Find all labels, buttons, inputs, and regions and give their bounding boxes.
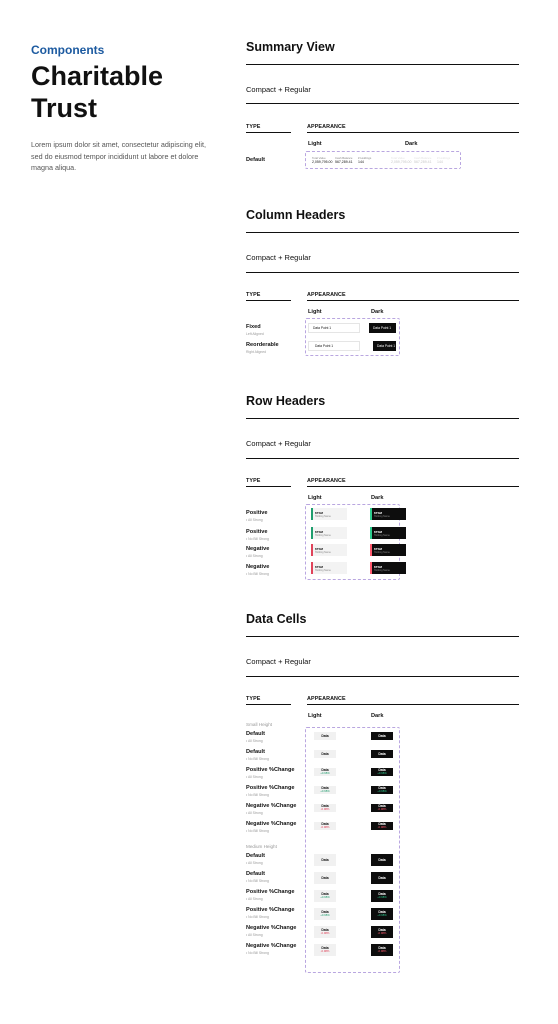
summary-light [307, 153, 383, 168]
dark-label: Dark [371, 495, 384, 501]
row-header-type: Positive [246, 529, 268, 535]
data-cell-type-hint: • All Strong [246, 811, 263, 815]
data-cell-value: Data [378, 786, 386, 791]
data-cell-type: Default [246, 853, 265, 859]
data-cell-value: Data [321, 946, 329, 951]
data-cell-dark[interactable] [371, 732, 393, 740]
data-cell-change: +0.98% [377, 913, 387, 918]
row-header-negative-light[interactable] [311, 562, 347, 574]
data-cell-dark[interactable] [371, 750, 393, 758]
data-cell-value: Data [321, 910, 329, 915]
data-cell-value: Data [321, 804, 329, 809]
data-cell-light[interactable] [314, 822, 336, 830]
data-cell-dark[interactable] [371, 926, 393, 938]
row-header-negative-light[interactable] [311, 544, 347, 556]
data-cell-light[interactable] [314, 854, 336, 866]
type-column-label: TYPE [246, 696, 261, 702]
row-header-subtitle: Holding Name [374, 514, 390, 518]
divider [246, 272, 519, 273]
summary-metric: # Holdings 144 [437, 156, 451, 164]
type-column-label: TYPE [246, 292, 261, 298]
data-cell-type: Positive %Change [246, 785, 295, 791]
divider [246, 486, 291, 487]
row-header-positive-light[interactable] [311, 527, 347, 539]
row-header-subtitle: Holding Name [374, 550, 390, 554]
data-cell-value: Data [378, 768, 386, 773]
column-header-type: Reorderable [246, 342, 279, 348]
light-label: Light [308, 309, 322, 315]
data-cell-dark[interactable] [371, 890, 393, 902]
data-cell-value: Data [378, 892, 386, 897]
data-cell-change: -0.98% [320, 931, 330, 936]
row-header-positive-light[interactable] [311, 508, 347, 520]
summary-type-default: Default [246, 157, 265, 163]
row-header-symbol: $TSM [315, 510, 324, 515]
data-cell-dark[interactable] [371, 908, 393, 920]
status-bar [370, 508, 372, 520]
appearance-column-label: APPEARANCE [307, 124, 346, 130]
row-header-subtitle: Holding Name [315, 533, 331, 537]
status-bar [311, 544, 313, 556]
row-headers-heading: Row Headers [246, 394, 326, 408]
row-header-type: Negative [246, 546, 270, 552]
column-header-type: Fixed [246, 324, 261, 330]
divider [246, 300, 291, 301]
summary-metric: Cash Balance 567,289.41 [335, 156, 353, 164]
column-header-type-hint: Left Aligned [246, 332, 264, 336]
data-cell-change: -0.98% [377, 807, 387, 812]
status-bar [370, 527, 372, 539]
row-header-subtitle: Holding Name [315, 514, 331, 518]
data-cell-type-hint: • No Bill Strong [246, 951, 269, 955]
cell-group-label: Medium Height [246, 844, 277, 849]
divider [246, 64, 519, 65]
data-cell-light[interactable] [314, 944, 336, 956]
row-header-type-hint: • All Strong [246, 518, 263, 522]
divider [307, 300, 519, 301]
row-header-subtitle: Holding Name [315, 568, 331, 572]
summary-metric: # Holdings 144 [358, 156, 372, 164]
divider [246, 458, 519, 459]
data-cell-value: Data [321, 858, 329, 862]
status-bar [311, 562, 313, 574]
divider [307, 486, 519, 487]
summary-view-heading: Summary View [246, 40, 335, 54]
data-cells-subheading: Compact + Regular [246, 657, 311, 666]
divider [246, 636, 519, 637]
status-bar [370, 544, 372, 556]
data-cell-dark[interactable] [371, 804, 393, 812]
dark-label: Dark [371, 713, 384, 719]
data-cell-value: Data [378, 858, 386, 862]
type-column-label: TYPE [246, 124, 261, 130]
data-cell-type-hint: • All Strong [246, 739, 263, 743]
data-cell-change: +0.98% [320, 789, 330, 794]
row-header-type: Negative [246, 564, 270, 570]
data-cell-value: Data [378, 734, 386, 738]
data-cell-light[interactable] [314, 872, 336, 884]
data-cell-value: Data [321, 876, 329, 880]
dark-label: Dark [371, 309, 384, 315]
data-cell-dark[interactable] [371, 786, 393, 794]
data-cell-type: Positive %Change [246, 767, 295, 773]
data-cell-value: Data [378, 876, 386, 880]
column-headers-heading: Column Headers [246, 208, 346, 222]
data-cell-change: +0.98% [377, 789, 387, 794]
row-header-subtitle: Holding Name [374, 533, 390, 537]
summary-metric: Total Value 2,059,795.00 [391, 156, 412, 164]
data-cell-type-hint: • No Bill Strong [246, 757, 269, 761]
data-cell-type-hint: • No Bill Strong [246, 829, 269, 833]
type-column-label: TYPE [246, 478, 261, 484]
data-cell-type: Positive %Change [246, 907, 295, 913]
data-cell-light[interactable] [314, 804, 336, 812]
column-header-reorderable-dark[interactable]: Data Point 1 [373, 341, 396, 351]
data-cell-type: Negative %Change [246, 925, 297, 931]
data-cell-light[interactable] [314, 750, 336, 758]
data-cell-light[interactable] [314, 768, 336, 776]
data-cell-light[interactable] [314, 732, 336, 740]
row-header-symbol: $TSM [315, 564, 324, 569]
data-cell-type: Default [246, 871, 265, 877]
divider [246, 418, 519, 419]
summary-metric: Cash Balance 567,289.41 [414, 156, 432, 164]
data-cell-change: +0.98% [320, 771, 330, 776]
column-header-type-hint: Right Aligned [246, 350, 266, 354]
data-cell-dark[interactable] [371, 872, 393, 884]
data-cell-dark[interactable] [371, 822, 393, 830]
data-cell-value: Data [378, 946, 386, 951]
summary-view-subheading: Compact + Regular [246, 85, 311, 94]
row-header-subtitle: Holding Name [315, 550, 331, 554]
data-cell-value: Data [378, 752, 386, 756]
data-cell-type-hint: • No Bill Strong [246, 879, 269, 883]
data-cell-type: Negative %Change [246, 803, 297, 809]
data-cell-dark[interactable] [371, 768, 393, 776]
data-cell-value: Data [321, 768, 329, 773]
light-label: Light [308, 713, 322, 719]
summary-metric: Total Value 2,059,795.00 [312, 156, 333, 164]
status-bar [311, 527, 313, 539]
data-cell-change: +0.98% [320, 913, 330, 918]
row-header-negative-dark[interactable] [370, 544, 406, 556]
appearance-column-label: APPEARANCE [307, 696, 346, 702]
light-label: Light [308, 495, 322, 501]
data-cell-type-hint: • No Bill Strong [246, 915, 269, 919]
row-header-symbol: $TSM [374, 564, 383, 569]
data-cell-change: -0.98% [320, 825, 330, 830]
data-cell-dark[interactable] [371, 944, 393, 956]
divider [246, 132, 291, 133]
data-cell-type: Default [246, 749, 265, 755]
data-cell-change: -0.98% [377, 931, 387, 936]
data-cell-value: Data [378, 928, 386, 933]
row-header-type: Positive [246, 510, 268, 516]
column-headers-subheading: Compact + Regular [246, 253, 311, 262]
row-header-type-hint: • All Strong [246, 554, 263, 558]
data-cell-type-hint: • All Strong [246, 933, 263, 937]
page-title: Charitable Trust [31, 61, 164, 123]
data-cell-type: Positive %Change [246, 889, 295, 895]
data-cell-value: Data [378, 910, 386, 915]
divider [307, 704, 519, 705]
divider [246, 103, 519, 104]
data-cell-light[interactable] [314, 908, 336, 920]
data-cell-type: Default [246, 731, 265, 737]
data-cell-value: Data [321, 786, 329, 791]
divider [246, 676, 519, 677]
data-cell-change: -0.98% [320, 807, 330, 812]
data-cell-change: -0.98% [320, 949, 330, 954]
summary-dark [386, 153, 460, 168]
data-cell-dark[interactable] [371, 854, 393, 866]
data-cell-value: Data [321, 892, 329, 897]
data-cell-value: Data [321, 734, 329, 738]
data-cell-value: Data [378, 822, 386, 827]
data-cell-change: -0.98% [377, 949, 387, 954]
data-cell-change: +0.98% [320, 895, 330, 900]
data-cell-light[interactable] [314, 890, 336, 902]
summary-variants-frame [305, 151, 461, 169]
data-cell-light[interactable] [314, 926, 336, 938]
row-header-type-hint: • No Bill Strong [246, 572, 269, 576]
data-cell-light[interactable] [314, 786, 336, 794]
status-bar [311, 508, 313, 520]
data-cell-type-hint: • All Strong [246, 897, 263, 901]
row-header-type-hint: • No Bill Strong [246, 537, 269, 541]
data-cell-type: Negative %Change [246, 821, 297, 827]
data-cell-change: -0.98% [377, 825, 387, 830]
column-header-fixed-dark[interactable]: Data Point 1 [369, 323, 396, 333]
data-cell-change: +0.98% [377, 771, 387, 776]
data-cell-type-hint: • No Bill Strong [246, 793, 269, 797]
dark-label: Dark [405, 141, 418, 147]
row-header-symbol: $TSM [315, 546, 324, 551]
row-header-symbol: $TSM [374, 510, 383, 515]
page-description: Lorem ipsum dolor sit amet, consectetur adipiscing elit, sed do eiusmod tempor incididunt ut labore et dolore magna aliqua. [31, 140, 206, 172]
data-cell-value: Data [321, 752, 329, 756]
status-bar [370, 562, 372, 574]
row-header-positive-dark[interactable] [370, 527, 406, 539]
row-header-symbol: $TSM [374, 546, 383, 551]
data-cell-value: Data [321, 928, 329, 933]
data-cells-heading: Data Cells [246, 612, 307, 626]
light-label: Light [308, 141, 322, 147]
section-eyebrow: Components [31, 43, 105, 57]
row-header-subtitle: Holding Name [374, 568, 390, 572]
data-cell-type: Negative %Change [246, 943, 297, 949]
divider [246, 704, 291, 705]
divider [246, 232, 519, 233]
cell-group-label: Small Height [246, 722, 273, 727]
column-header-fixed-light[interactable]: Data Point 1 [308, 323, 360, 333]
data-cell-change: +0.98% [377, 895, 387, 900]
row-header-symbol: $TSM [374, 529, 383, 534]
data-cell-type-hint: • All Strong [246, 775, 263, 779]
data-cell-type-hint: • All Strong [246, 861, 263, 865]
data-cell-value: Data [321, 822, 329, 827]
row-header-symbol: $TSM [315, 529, 324, 534]
row-headers-subheading: Compact + Regular [246, 439, 311, 448]
data-cell-value: Data [378, 804, 386, 809]
column-header-reorderable-light[interactable]: Data Point 1 [308, 341, 360, 351]
row-header-negative-dark[interactable] [370, 562, 406, 574]
appearance-column-label: APPEARANCE [307, 478, 346, 484]
appearance-column-label: APPEARANCE [307, 292, 346, 298]
divider [307, 132, 519, 133]
row-header-positive-dark[interactable] [370, 508, 406, 520]
